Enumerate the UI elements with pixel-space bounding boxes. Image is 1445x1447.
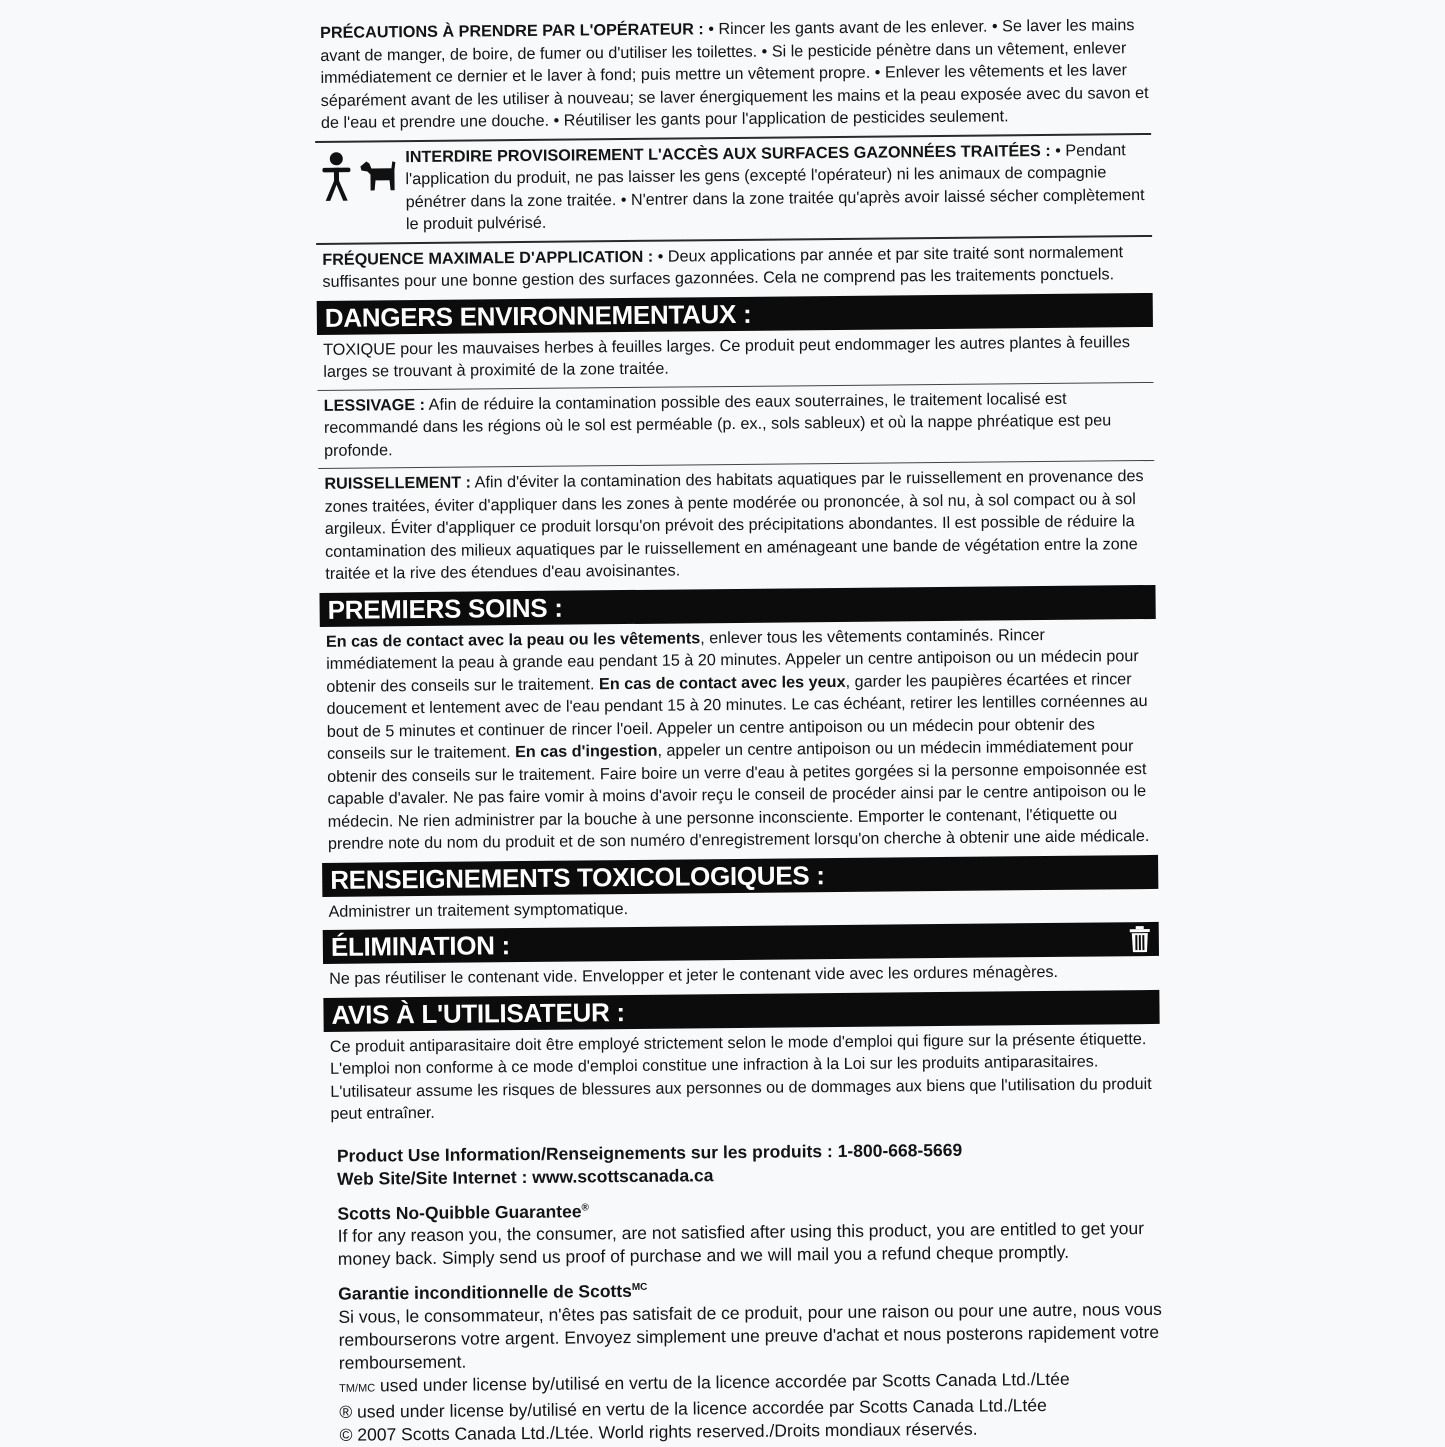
first-aid-title: PREMIERS SOINS : xyxy=(327,592,563,625)
guarantee-fr-title: Garantie inconditionnelle de Scotts xyxy=(338,1281,632,1304)
eye-contact-heading: En cas de contact avec les yeux xyxy=(598,672,846,693)
max-frequency-text: • Deux applications par année et par site traité sont normalement suffisantes pour une bonne gestion des surfaces gazonnées. Cela ne comprend pas les traitements ponctuels. xyxy=(322,242,1124,291)
tm-prefix: TM/MC xyxy=(339,1382,376,1395)
leaching-text: Afin de réduire la contamination possible des eaux souterraines, le traitement localisé est recommandé dans les régions où le sol est perméable (p. ex., sols sableux) et où la nappe phréatique est peu profonde. xyxy=(323,389,1112,460)
runoff-section xyxy=(318,465,1155,589)
first-aid-title-bar xyxy=(319,584,1155,626)
phone-number: 1-800-668-5669 xyxy=(837,1139,963,1161)
skin-contact-heading: En cas de contact avec la peau ou les vêtements xyxy=(325,628,701,651)
toxic-text: TOXIQUE pour les mauvaises herbes à feuilles larges. Ce produit peut endommager les autres plantes à feuilles larges se trouvant à proximité de la zone traitée. xyxy=(323,332,1131,381)
leaching-section xyxy=(318,386,1155,465)
copyright-line: © 2007 Scotts Canada Ltd./Ltée. World rights reserved./Droits mondiaux réservés. xyxy=(339,1418,978,1445)
toxicological-info-title-bar xyxy=(322,854,1158,896)
user-notice-text: Ce produit antiparasitaire doit être employé strictement selon le mode d'emploi qui figure sur la présente étiquette. L'emploi non conforme à ce mode d'emploi constitue une infraction à la Loi sur les produits antiparasitaires. L'utilisateur assume les risques de blessures aux personnes ou de dommages aux biens que l'utilisation du produit peut entraîner. xyxy=(329,1029,1152,1123)
disposal-title-bar xyxy=(323,922,1159,964)
pictogram-group xyxy=(321,146,398,203)
disposal-title: ÉLIMINATION : xyxy=(330,930,511,962)
trademark-mc: MC xyxy=(631,1282,648,1294)
operator-precautions-heading: PRÉCAUTIONS À PRENDRE PAR L'OPÉRATEUR : xyxy=(320,20,704,42)
environmental-hazards-title: DANGERS ENVIRONNEMENTAUX : xyxy=(324,298,752,333)
guarantee-en-title: Scotts No-Quibble Guarantee xyxy=(337,1200,582,1224)
toxic-statement xyxy=(317,330,1153,386)
operator-precautions-text: • Rincer les gants avant de les enlever. • Se laver les mains avant de manger, de boire, de fumer ou d'utiliser les toilettes. • Si le pesticide pénètre dans un vêtement, enlever immédiatement ce dernier et le laver à fond; puis mettre un vêtement propre. • Enlever les vêtements et les laver séparément avant de les utiliser à nouveau; se laver énergiquement les mains et la peau exposée avec du savon et de l'eau et prendre une douche. • Réutiliser les gants pour l'application de pesticides seulement. xyxy=(320,16,1149,132)
tm-license-text: used under license by/utilisé en vertu de la licence accordée par Scotts Canada Ltd./Ltée xyxy=(375,1368,1070,1396)
website-url: www.scottscanada.ca xyxy=(532,1164,714,1187)
toxicological-info-title: RENSEIGNEMENTS TOXICOLOGIQUES : xyxy=(330,859,825,895)
trash-can-icon xyxy=(1129,925,1151,953)
website-label: Web Site/Site Internet : xyxy=(337,1166,533,1189)
operator-precautions-section xyxy=(314,14,1151,138)
first-aid-section xyxy=(320,622,1158,858)
user-notice-title: AVIS À L'UTILISATEUR : xyxy=(331,996,625,1030)
product-label xyxy=(314,14,1164,1447)
dog-icon xyxy=(357,156,397,196)
label-footer xyxy=(325,1136,1164,1447)
skin-contact-text: , enlever tous les vêtements contaminés. Rincer immédiatement la peau à grande eau pendant 15 à 20 minutes. Appeler un centre antipoison ou un médecin pour obtenir des conseils sur le traitement. xyxy=(326,625,1139,696)
max-frequency-section xyxy=(316,240,1152,296)
environmental-hazards-title-bar xyxy=(317,292,1153,334)
user-notice-section xyxy=(324,1027,1161,1128)
registered-mark: ® xyxy=(581,1201,589,1213)
restrict-access-section xyxy=(315,138,1152,239)
ingestion-text: , appeler un centre antipoison ou un médecin immédiatement pour obtenir des conseils sur le traitement. Faire boire un verre d'eau à petites gorgées si la personne empoisonnée est capable d'avaler. Ne pas faire vomir à moins d'avoir reçu le conseil de procéder ainsi par le centre antipoison ou le médecin. Ne rien administrer par la bouche à une personne inconsciente. Emporter le contenant, l'étiquette ou prendre note du nom du produit et de son numéro d'enregistrement lorsqu'on cherche à obtenir une aide médicale. xyxy=(327,737,1150,853)
reg-prefix: ® xyxy=(339,1401,353,1422)
toxicological-info-text: Administrer un traitement symptomatique. xyxy=(328,899,629,921)
eye-contact-text: , garder les paupières écartées et rincer doucement et lentement avec de l'eau pendant 15 à 20 minutes. Le cas échéant, retirer les lentilles cornéennes au bout de 5 minutes et continuer de rincer l'oeil. Appeler un centre antipoison ou un médecin pour obtenir des conseils sur le traitement. xyxy=(326,669,1148,763)
disposal-text: Ne pas réutiliser le contenant vide. Envelopper et jeter le contenant vide avec les ordures ménagères. xyxy=(329,962,1059,988)
product-info-label: Product Use Information/Renseignements sur les produits : xyxy=(336,1140,838,1166)
disposal-section xyxy=(323,960,1159,994)
runoff-heading: RUISSELLEMENT : xyxy=(324,473,472,493)
max-frequency-heading: FRÉQUENCE MAXIMALE D'APPLICATION : xyxy=(322,247,654,269)
person-icon xyxy=(321,150,351,202)
guarantee-en-text: If for any reason you, the consumer, are not satisfied after using this product, you are entitled to get your money back. Simply send us proof of purchase and we will mail you a refund cheque promptly. xyxy=(337,1218,1145,1270)
runoff-text: Afin d'éviter la contamination des habitats aquatiques par le ruissellement en provenance des zones traitées, éviter d'appliquer dans les zones à pente modérée ou prononcée, à sol nu, à sol compact ou à sol argileux. Éviter d'appliquer ce produit lorsqu'on prévoit des précipitations abondantes. Il est possible de réduire la contamination des milieux aquatiques par le ruissellement en aménageant une bande de végétation entre la zone traitée et la rive des étendues d'eau avoisinantes. xyxy=(324,467,1144,583)
toxicological-info-section xyxy=(322,892,1158,926)
ingestion-heading: En cas d'ingestion xyxy=(514,741,658,762)
guarantee-fr-text: Si vous, le consommateur, n'êtes pas satisfait de ce produit, pour une raison ou pour une autre, nous vous rembourserons votre argent. Envoyez simplement une preuve d'achat et nous posterons rapidement votre remboursement. xyxy=(338,1299,1162,1373)
reg-license-text: used under license by/utilisé en vertu de la licence accordée par Scotts Canada Ltd./Ltée xyxy=(352,1395,1047,1422)
restrict-access-heading: INTERDIRE PROVISOIREMENT L'ACCÈS AUX SURFACES GAZONNÉES TRAITÉES : xyxy=(405,141,1051,166)
user-notice-title-bar xyxy=(323,989,1159,1031)
restrict-access-text: • Pendant l'application du produit, ne pas laisser les gens (excepté l'opérateur) ni les animaux de compagnie pénétrer dans la zone traitée. • N'entrer dans la zone traitée qu'après avoir laissé sécher complètement le produit pulvérisé. xyxy=(405,140,1145,234)
leaching-heading: LESSIVAGE : xyxy=(323,395,426,415)
